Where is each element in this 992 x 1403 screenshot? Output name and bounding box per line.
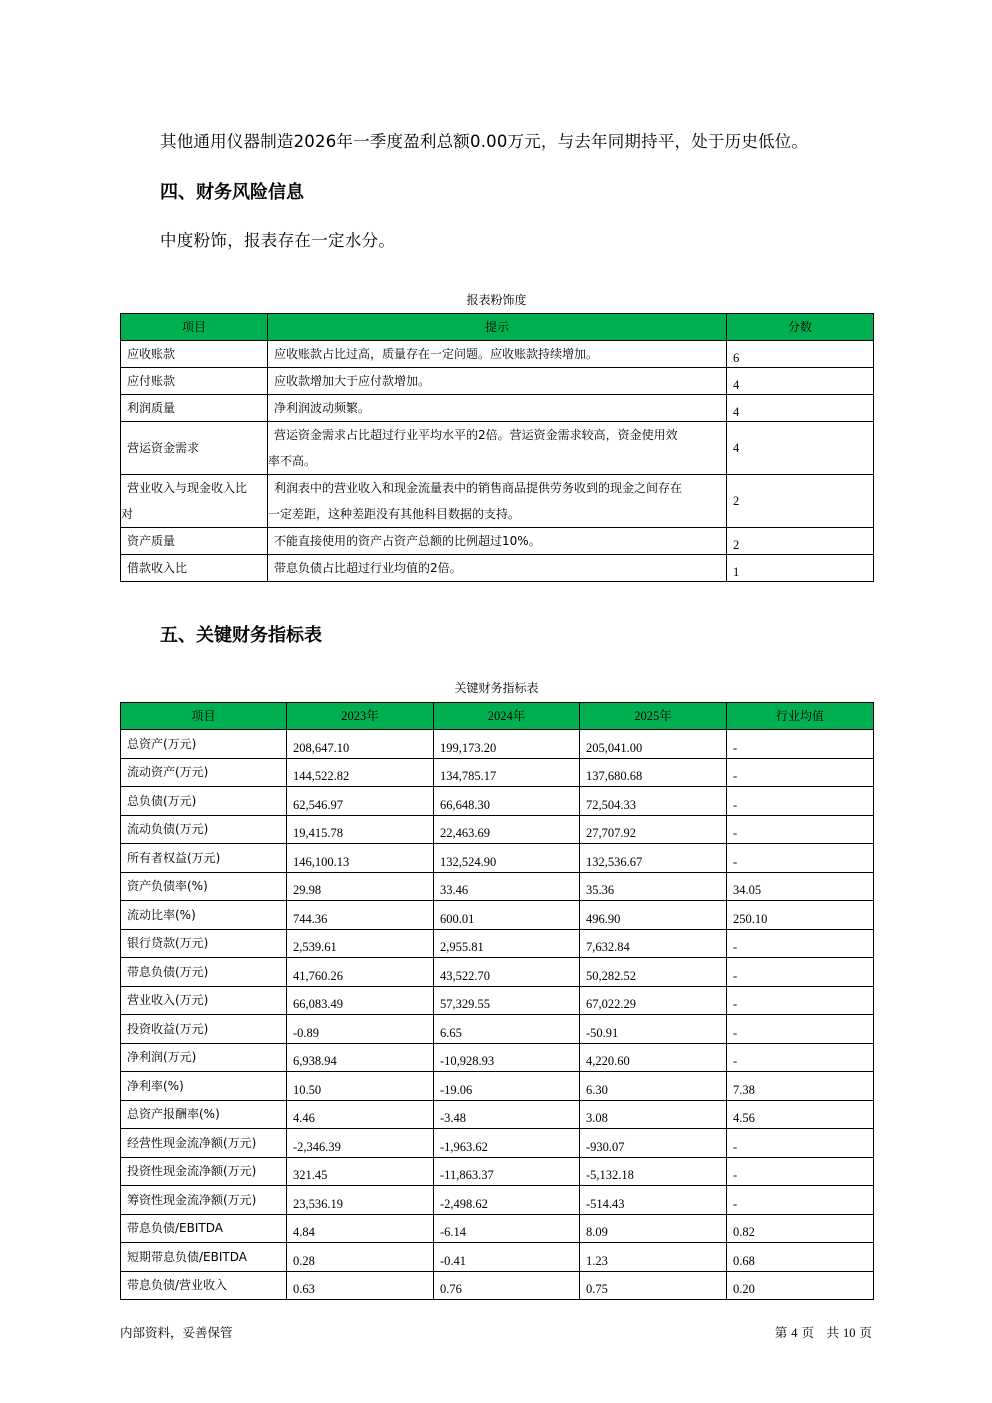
risk-item-line: 对 [121,507,134,521]
table-row [121,1157,874,1186]
table-row [121,844,874,873]
industry-average: - [727,986,874,1015]
industry-average: - [727,1043,874,1072]
value-2025: -5,132.18 [580,1157,727,1186]
value-2025: 50,282.52 [580,958,727,987]
risk-item-line: 营业收入与现金收入比 [127,481,248,495]
indicator-name: 流动资产(万元) [121,758,287,787]
value-2025: 72,504.33 [580,787,727,816]
table-row [121,1214,874,1243]
value-2024: 199,173.20 [434,730,580,759]
industry-average: - [727,1186,874,1215]
value-2025: 0.75 [580,1271,727,1300]
risk-score: 2 [727,528,874,555]
value-2024: 2,955.81 [434,929,580,958]
value-2025: 35.36 [580,872,727,901]
value-2025: 8.09 [580,1214,727,1243]
table-row [121,341,874,368]
value-2025: 1.23 [580,1243,727,1272]
risk-hint: 不能直接使用的资产占资产总额的比例超过10%。 [268,528,727,555]
risk-item [121,475,268,528]
indicator-name: 总资产(万元) [121,730,287,759]
risk-hint: 净利润波动频繁。 [268,395,727,422]
indicator-name: 投资性现金流净额(万元) [121,1157,287,1186]
indicator-name: 短期带息负债/EBITDA [121,1243,287,1272]
industry-average: - [727,1015,874,1044]
risk-hint [268,475,727,528]
indicator-name: 带息负债/营业收入 [121,1271,287,1300]
risk-score: 6 [727,341,874,368]
value-2023: 41,760.26 [287,958,434,987]
value-2024: -3.48 [434,1100,580,1129]
value-2024: 43,522.70 [434,958,580,987]
indicator-name: 银行贷款(万元) [121,929,287,958]
intro-paragraph: 其他通用仪器制造2026年一季度盈利总额0.00万元，与去年同期持平，处于历史低位。 [160,132,809,151]
risk-hint: 应收账款占比过高，质量存在一定问题。应收账款持续增加。 [268,341,727,368]
value-2024: -10,928.93 [434,1043,580,1072]
indicator-name: 筹资性现金流净额(万元) [121,1186,287,1215]
value-2024: 6.65 [434,1015,580,1044]
industry-average: - [727,929,874,958]
risk-hint-line: 利润表中的营业收入和现金流量表中的销售商品提供劳务收到的现金之间存在 [274,481,683,495]
indicator-name: 流动比率(%) [121,901,287,930]
risk-item: 营运资金需求 [121,422,268,475]
page-prefix: 第 [774,1325,788,1340]
industry-average: - [727,787,874,816]
column-header: 2024年 [434,703,580,730]
table-row [121,1243,874,1272]
industry-average: - [727,815,874,844]
indicator-name: 投资收益(万元) [121,1015,287,1044]
column-header: 提示 [268,314,727,341]
industry-average: 0.20 [727,1271,874,1300]
value-2025: 27,707.92 [580,815,727,844]
indicator-name: 带息负债(万元) [121,958,287,987]
risk-hint-line: 率不高。 [268,454,317,468]
risk-hint-line: 营运资金需求占比超过行业平均水平的2倍。营运资金需求较高，资金使用效 [274,428,678,442]
value-2024: -1,963.62 [434,1129,580,1158]
whitewash-risk-table [120,313,874,582]
indicator-name: 净利润(万元) [121,1043,287,1072]
column-header: 项目 [121,703,287,730]
section-5-heading: 五、关键财务指标表 [160,625,322,646]
risk-hint [268,422,727,475]
table-row [121,1100,874,1129]
value-2025: 496.90 [580,901,727,930]
indicator-name: 净利率(%) [121,1072,287,1101]
risk-item: 应付账款 [121,368,268,395]
column-header: 2025年 [580,703,727,730]
value-2025: 7,632.84 [580,929,727,958]
value-2023: -2,346.39 [287,1129,434,1158]
table-row [121,986,874,1015]
value-2025: 137,680.68 [580,758,727,787]
table-row [121,872,874,901]
footer-confidential-note: 内部资料，妥善保管 [120,1325,233,1340]
total-pages: 10 [843,1326,856,1340]
table-row [121,1129,874,1158]
table-row [121,1043,874,1072]
value-2024: -0.41 [434,1243,580,1272]
column-header: 行业均值 [727,703,874,730]
value-2024: 132,524.90 [434,844,580,873]
kpi-table-caption: 关键财务指标表 [454,681,539,695]
table-row [121,929,874,958]
key-financial-indicators-table [120,702,874,1300]
table-row [121,758,874,787]
table-header-row [121,703,874,730]
value-2024: -11,863.37 [434,1157,580,1186]
indicator-name: 总资产报酬率(%) [121,1100,287,1129]
table-row [121,1015,874,1044]
risk-item: 利润质量 [121,395,268,422]
value-2023: 66,083.49 [287,986,434,1015]
table-row [121,395,874,422]
footer-page-number [775,1325,872,1341]
table-row [121,555,874,582]
industry-average: 4.56 [727,1100,874,1129]
page-suffix: 页 [859,1325,872,1340]
industry-average: - [727,1129,874,1158]
value-2025: -50.91 [580,1015,727,1044]
indicator-name: 带息负债/EBITDA [121,1214,287,1243]
section-4-heading: 四、财务风险信息 [160,182,304,203]
risk-score: 4 [727,395,874,422]
column-header: 分数 [727,314,874,341]
column-header: 2023年 [287,703,434,730]
value-2025: 4,220.60 [580,1043,727,1072]
value-2023: 0.28 [287,1243,434,1272]
industry-average: 250.10 [727,901,874,930]
current-page: 4 [791,1326,798,1340]
table-row [121,730,874,759]
table-row [121,1271,874,1300]
risk-item: 应收账款 [121,341,268,368]
table-row [121,958,874,987]
table-row [121,1186,874,1215]
risk-score: 1 [727,555,874,582]
value-2024: 134,785.17 [434,758,580,787]
indicator-name: 资产负债率(%) [121,872,287,901]
risk-hint: 带息负债占比超过行业均值的2倍。 [268,555,727,582]
value-2023: 10.50 [287,1072,434,1101]
value-2025: 132,536.67 [580,844,727,873]
risk-item: 借款收入比 [121,555,268,582]
industry-average: 34.05 [727,872,874,901]
table-header-row [121,314,874,341]
value-2023: 144,522.82 [287,758,434,787]
value-2023: 29.98 [287,872,434,901]
industry-average: - [727,730,874,759]
value-2025: 205,041.00 [580,730,727,759]
risk-hint-line: 一定差距，这种差距没有其他科目数据的支持。 [268,507,521,521]
value-2023: 6,938.94 [287,1043,434,1072]
risk-score: 2 [727,475,874,528]
indicator-name: 流动负债(万元) [121,815,287,844]
value-2023: 62,546.97 [287,787,434,816]
value-2023: 0.63 [287,1271,434,1300]
value-2023: 2,539.61 [287,929,434,958]
table-row [121,422,874,475]
value-2024: -19.06 [434,1072,580,1101]
column-header: 项目 [121,314,268,341]
industry-average: 0.82 [727,1214,874,1243]
value-2024: 57,329.55 [434,986,580,1015]
table-row [121,528,874,555]
industry-average: - [727,844,874,873]
indicator-name: 所有者权益(万元) [121,844,287,873]
table-row [121,475,874,528]
page-mid: 页 共 [801,1325,840,1340]
table-row [121,815,874,844]
risk-score: 4 [727,368,874,395]
industry-average: 0.68 [727,1243,874,1272]
value-2023: 23,536.19 [287,1186,434,1215]
value-2023: 321.45 [287,1157,434,1186]
value-2024: 66,648.30 [434,787,580,816]
table-row [121,901,874,930]
value-2025: 6.30 [580,1072,727,1101]
value-2023: 4.84 [287,1214,434,1243]
industry-average: - [727,958,874,987]
risk-item: 资产质量 [121,528,268,555]
industry-average: 7.38 [727,1072,874,1101]
value-2025: -930.07 [580,1129,727,1158]
value-2023: -0.89 [287,1015,434,1044]
risk-score: 4 [727,422,874,475]
value-2023: 744.36 [287,901,434,930]
value-2024: 0.76 [434,1271,580,1300]
value-2023: 19,415.78 [287,815,434,844]
value-2024: -6.14 [434,1214,580,1243]
value-2025: 3.08 [580,1100,727,1129]
industry-average: - [727,758,874,787]
value-2023: 4.46 [287,1100,434,1129]
table-row [121,368,874,395]
indicator-name: 营业收入(万元) [121,986,287,1015]
value-2024: 33.46 [434,872,580,901]
indicator-name: 总负债(万元) [121,787,287,816]
table-row [121,787,874,816]
indicator-name: 经营性现金流净额(万元) [121,1129,287,1158]
industry-average: - [727,1157,874,1186]
value-2024: 22,463.69 [434,815,580,844]
value-2023: 146,100.13 [287,844,434,873]
risk-summary-text: 中度粉饰，报表存在一定水分。 [160,231,396,250]
value-2023: 208,647.10 [287,730,434,759]
value-2025: 67,022.29 [580,986,727,1015]
risk-table-caption: 报表粉饰度 [466,293,527,307]
value-2025: -514.43 [580,1186,727,1215]
value-2024: 600.01 [434,901,580,930]
table-row [121,1072,874,1101]
value-2024: -2,498.62 [434,1186,580,1215]
risk-hint: 应收款增加大于应付款增加。 [268,368,727,395]
